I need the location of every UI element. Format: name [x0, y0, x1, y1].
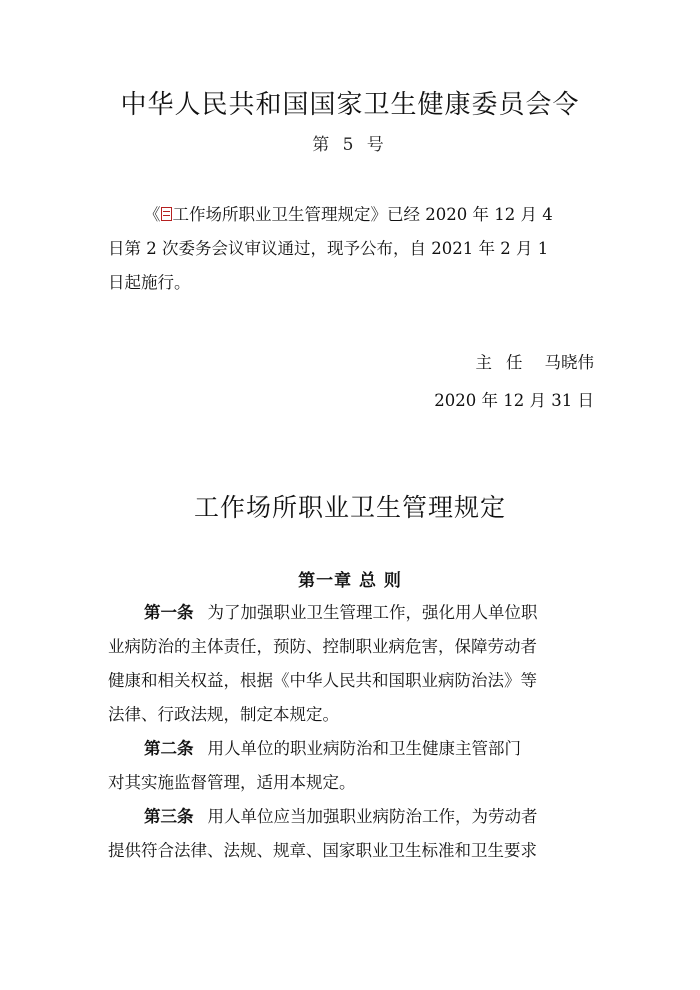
article-label: 第三条 — [144, 807, 194, 826]
document-link-icon[interactable] — [161, 207, 172, 221]
article-text: 提供符合法律、法规、规章、国家职业卫生标准和卫生要求 — [108, 841, 537, 860]
regulation-link[interactable]: 工作场所职业卫生管理规定 — [172, 205, 371, 224]
signature-date: 2020 年 12 月 31 日 — [434, 391, 594, 410]
article-label: 第二条 — [144, 739, 194, 758]
article-text: 法律、行政法规，制定本规定。 — [108, 705, 339, 724]
article-text: 业病防治的主体责任，预防、控制职业病危害，保障劳动者 — [108, 637, 537, 656]
notice-line-1-rest: 》已经 2020 年 12 月 4 — [370, 205, 553, 224]
signatory-line — [434, 344, 594, 382]
article-text: 用人单位的职业病防治和卫生健康主管部门 — [207, 739, 521, 758]
signatory-name: 马晓伟 — [544, 353, 594, 372]
regulation-title: 工作场所职业卫生管理规定 — [193, 493, 506, 522]
article-text: 对其实施监督管理，适用本规定。 — [108, 773, 356, 792]
article-text: 健康和相关权益，根据《中华人民共和国职业病防治法》等 — [108, 671, 537, 690]
signature-block — [434, 344, 594, 420]
article-text: 用人单位应当加强职业病防治工作，为劳动者 — [207, 807, 538, 826]
article-text: 为了加强职业卫生管理工作，强化用人单位职 — [207, 603, 538, 622]
order-title: 中华人民共和国国家卫生健康委员会令 — [120, 90, 580, 120]
promulgation-notice — [108, 198, 596, 300]
notice-line-1 — [108, 198, 596, 232]
article-1 — [108, 596, 596, 732]
articles-body — [108, 596, 596, 868]
article-label: 第一条 — [144, 603, 194, 622]
notice-line-2: 日第 2 次委务会议审议通过，现予公布，自 2021 年 2 月 1 — [108, 239, 549, 258]
article-3 — [108, 800, 596, 868]
notice-line-3: 日起施行。 — [108, 273, 191, 292]
chapter-heading: 第一章 总 则 — [298, 571, 402, 591]
signatory-role: 主任 — [475, 353, 537, 372]
article-2 — [108, 732, 596, 800]
order-number: 第 5 号 — [312, 135, 388, 155]
open-quote: 《 — [144, 205, 161, 224]
